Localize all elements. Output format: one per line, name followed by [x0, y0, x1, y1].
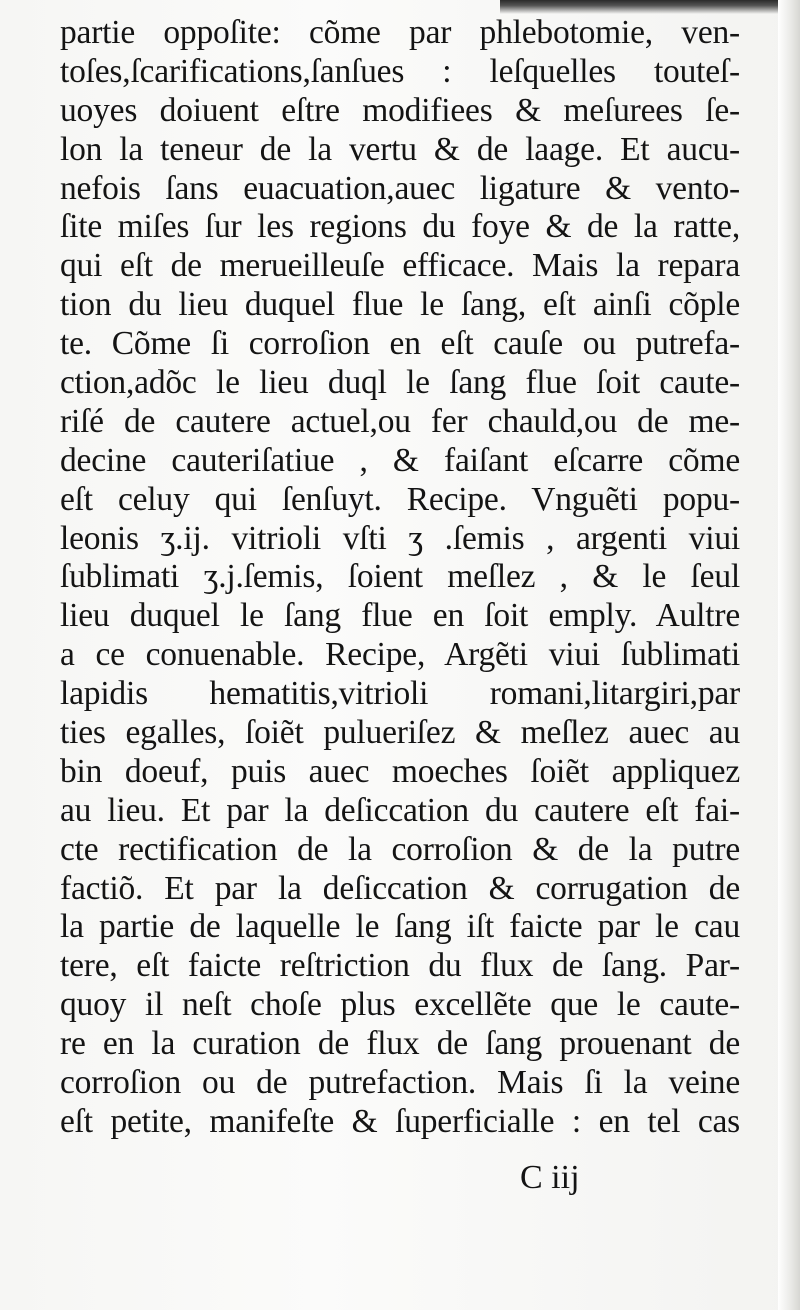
text-line: toſes,ſcarifications,ſanſues : leſquelles touteſ- [60, 52, 740, 90]
page-right-edge [778, 0, 800, 1310]
text-line: factiõ. Et par la deſiccation & corrugation de [60, 869, 740, 907]
text-line: lon la teneur de la vertu & de laage. Et aucu- [60, 130, 740, 168]
text-line: a ce conuenable. Recipe, Argẽti viui ſublimati [60, 636, 740, 674]
text-line: re en la curation de flux de ſang prouenant de [60, 1025, 740, 1063]
text-line: bin doeuf, puis auec moeches ſoiẽt appliquez [60, 752, 740, 790]
page-top-shadow [500, 0, 800, 14]
text-line: ſublimati ʒ.j.ſemis, ſoient meſlez , & le ſeul [60, 558, 740, 596]
text-line: lapidis hematitis,vitrioli romani,litargiri,par [60, 675, 740, 713]
text-line: lieu duquel le ſang flue en ſoit emply. Aultre [60, 597, 740, 635]
text-line: qui eſt de merueilleuſe efficace. Mais la repara [60, 247, 740, 285]
body-text [60, 14, 740, 1142]
text-line: eſt celuy qui ſenſuyt. Recipe. Vnguẽti popu- [60, 480, 740, 518]
text-line: corroſion ou de putrefaction. Mais ſi la veine [60, 1064, 740, 1102]
text-line: riſé de cautere actuel,ou fer chauld,ou de me- [60, 402, 740, 440]
text-line: uoyes doiuent eſtre modifiees & meſurees ſe- [60, 91, 740, 129]
text-line: ſite miſes ſur les regions du foye & de la ratte, [60, 208, 740, 246]
text-line: eſt petite, manifeſte & ſuperficialle : en tel cas [60, 1102, 740, 1140]
text-line: ction,adõc le lieu duql le ſang flue ſoit caute- [60, 364, 740, 402]
text-line: quoy il neſt choſe plus excellẽte que le caute- [60, 986, 740, 1024]
text-line: decine cauteriſatiue , & faiſant eſcarre cõme [60, 441, 740, 479]
text-line: tion du lieu duquel flue le ſang, eſt ainſi cõple [60, 286, 740, 324]
signature-mark: C iij [520, 1159, 580, 1196]
text-line: ties egalles, ſoiẽt pulueriſez & meſlez auec au [60, 714, 740, 752]
text-line: nefois ſans euacuation,auec ligature & vento- [60, 169, 740, 207]
text-line: te. Cõme ſi corroſion en eſt cauſe ou putrefa- [60, 325, 740, 363]
text-line: au lieu. Et par la deſiccation du cautere eſt fai- [60, 791, 740, 829]
text-line: tere, eſt faicte reſtriction du flux de ſang. Par- [60, 947, 740, 985]
text-line: leonis ʒ.ij. vitrioli vſti ʒ .ſemis , argenti viui [60, 519, 740, 557]
text-line: cte rectification de la corroſion & de la putre [60, 830, 740, 868]
text-line: partie oppoſite: cõme par phlebotomie, ven- [60, 14, 740, 51]
text-line: la partie de laquelle le ſang iſt faicte par le cau [60, 908, 740, 946]
